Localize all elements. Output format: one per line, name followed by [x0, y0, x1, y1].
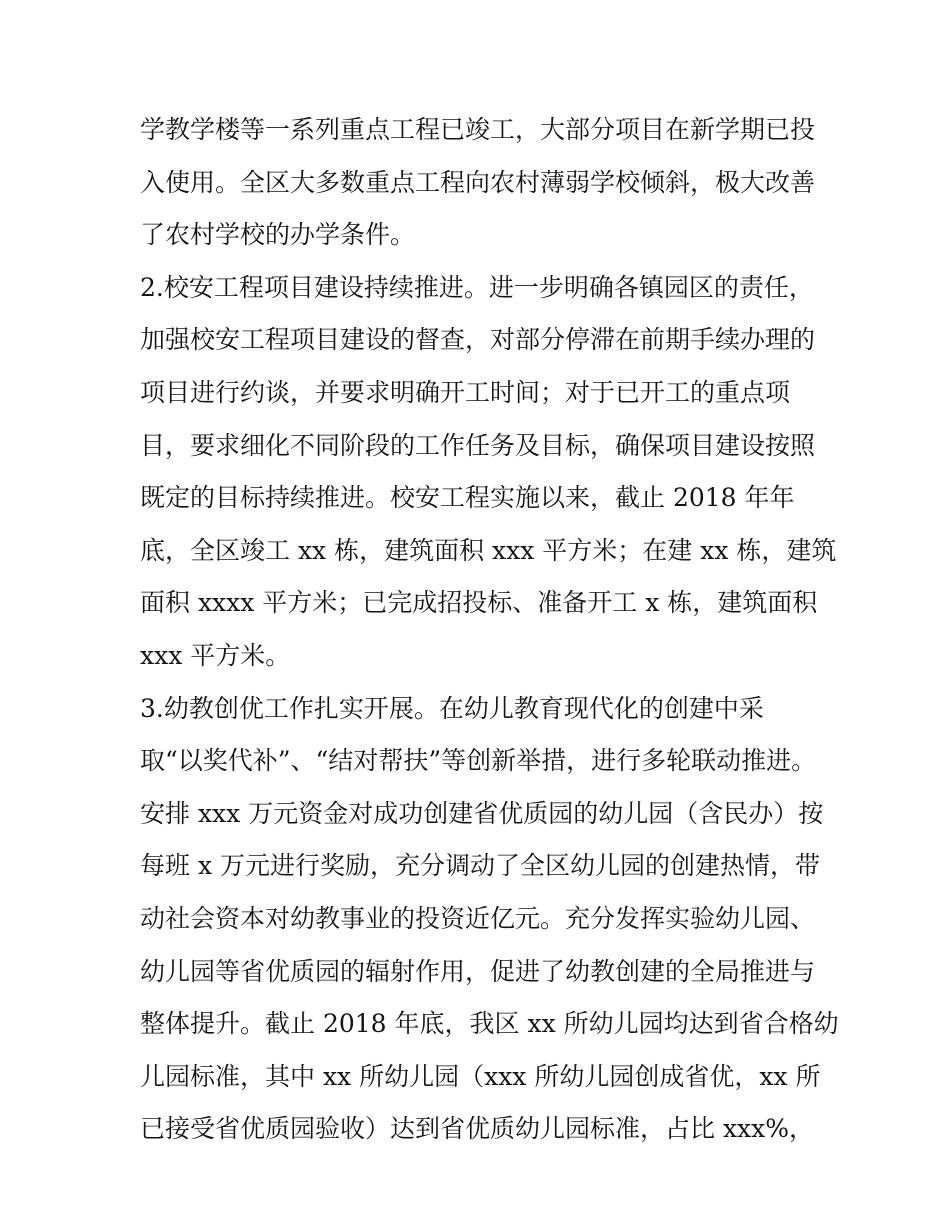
text-line: 幼儿园等省优质园的辐射作用，促进了幼教创建的全局推进与 — [140, 956, 816, 986]
text-line: 面积 xxxx 平方米；已完成招投标、准备开工 x 栋，建筑面积 — [140, 588, 818, 618]
text-line: 加强校安工程项目建设的督查，对部分停滞在前期手续办理的 — [140, 325, 816, 355]
text-line: 每班 x 万元进行奖励，充分调动了全区幼儿园的创建热情，带 — [140, 851, 820, 881]
text-line: 既定的目标持续推进。校安工程实施以来，截止 2018 年年 — [140, 483, 795, 513]
text-line: 学教学楼等一系列重点工程已竣工，大部分项目在新学期已投 — [140, 115, 816, 144]
text-line: 项目进行约谈，并要求明确开工时间；对于已开工的重点项 — [140, 377, 791, 407]
section-2-heading-line: 2.校安工程项目建设持续推进。进一步明确各镇园区的责任， — [140, 272, 814, 302]
text-line: 底，全区竣工 xx 栋，建筑面积 xxx 平方米；在建 xx 栋，建筑 — [140, 535, 837, 565]
section-3-heading-line: 3.幼教创优工作扎实开展。在幼儿教育现代化的创建中采 — [140, 693, 764, 723]
text-line: 入使用。全区大多数重点工程向农村薄弱学校倾斜，极大改善 — [140, 167, 816, 197]
text-line: xxx 平方米。 — [140, 640, 291, 670]
text-line: 整体提升。截止 2018 年底，我区 xx 所幼儿园均达到省合格幼 — [140, 1009, 839, 1039]
text-line: 取“以奖代补”、“结对帮扶”等创新举措，进行多轮联动推进。 — [140, 746, 817, 776]
text-line: 已接受省优质园验收）达到省优质幼儿园标准，占比 xxx%， — [140, 1114, 815, 1144]
text-line: 儿园标准，其中 xx 所幼儿园（xxx 所幼儿园创成省优，xx 所 — [140, 1061, 821, 1091]
body-text — [140, 104, 839, 1156]
text-line: 安排 xxx 万元资金对成功创建省优质园的幼儿园（含民办）按 — [140, 798, 824, 828]
text-line: 动社会资本对幼教事业的投资近亿元。充分发挥实验幼儿园、 — [140, 903, 816, 933]
text-line: 了农村学校的办学条件。 — [140, 220, 416, 250]
text-line: 目，要求细化不同阶段的工作任务及目标，确保项目建设按照 — [140, 430, 816, 460]
